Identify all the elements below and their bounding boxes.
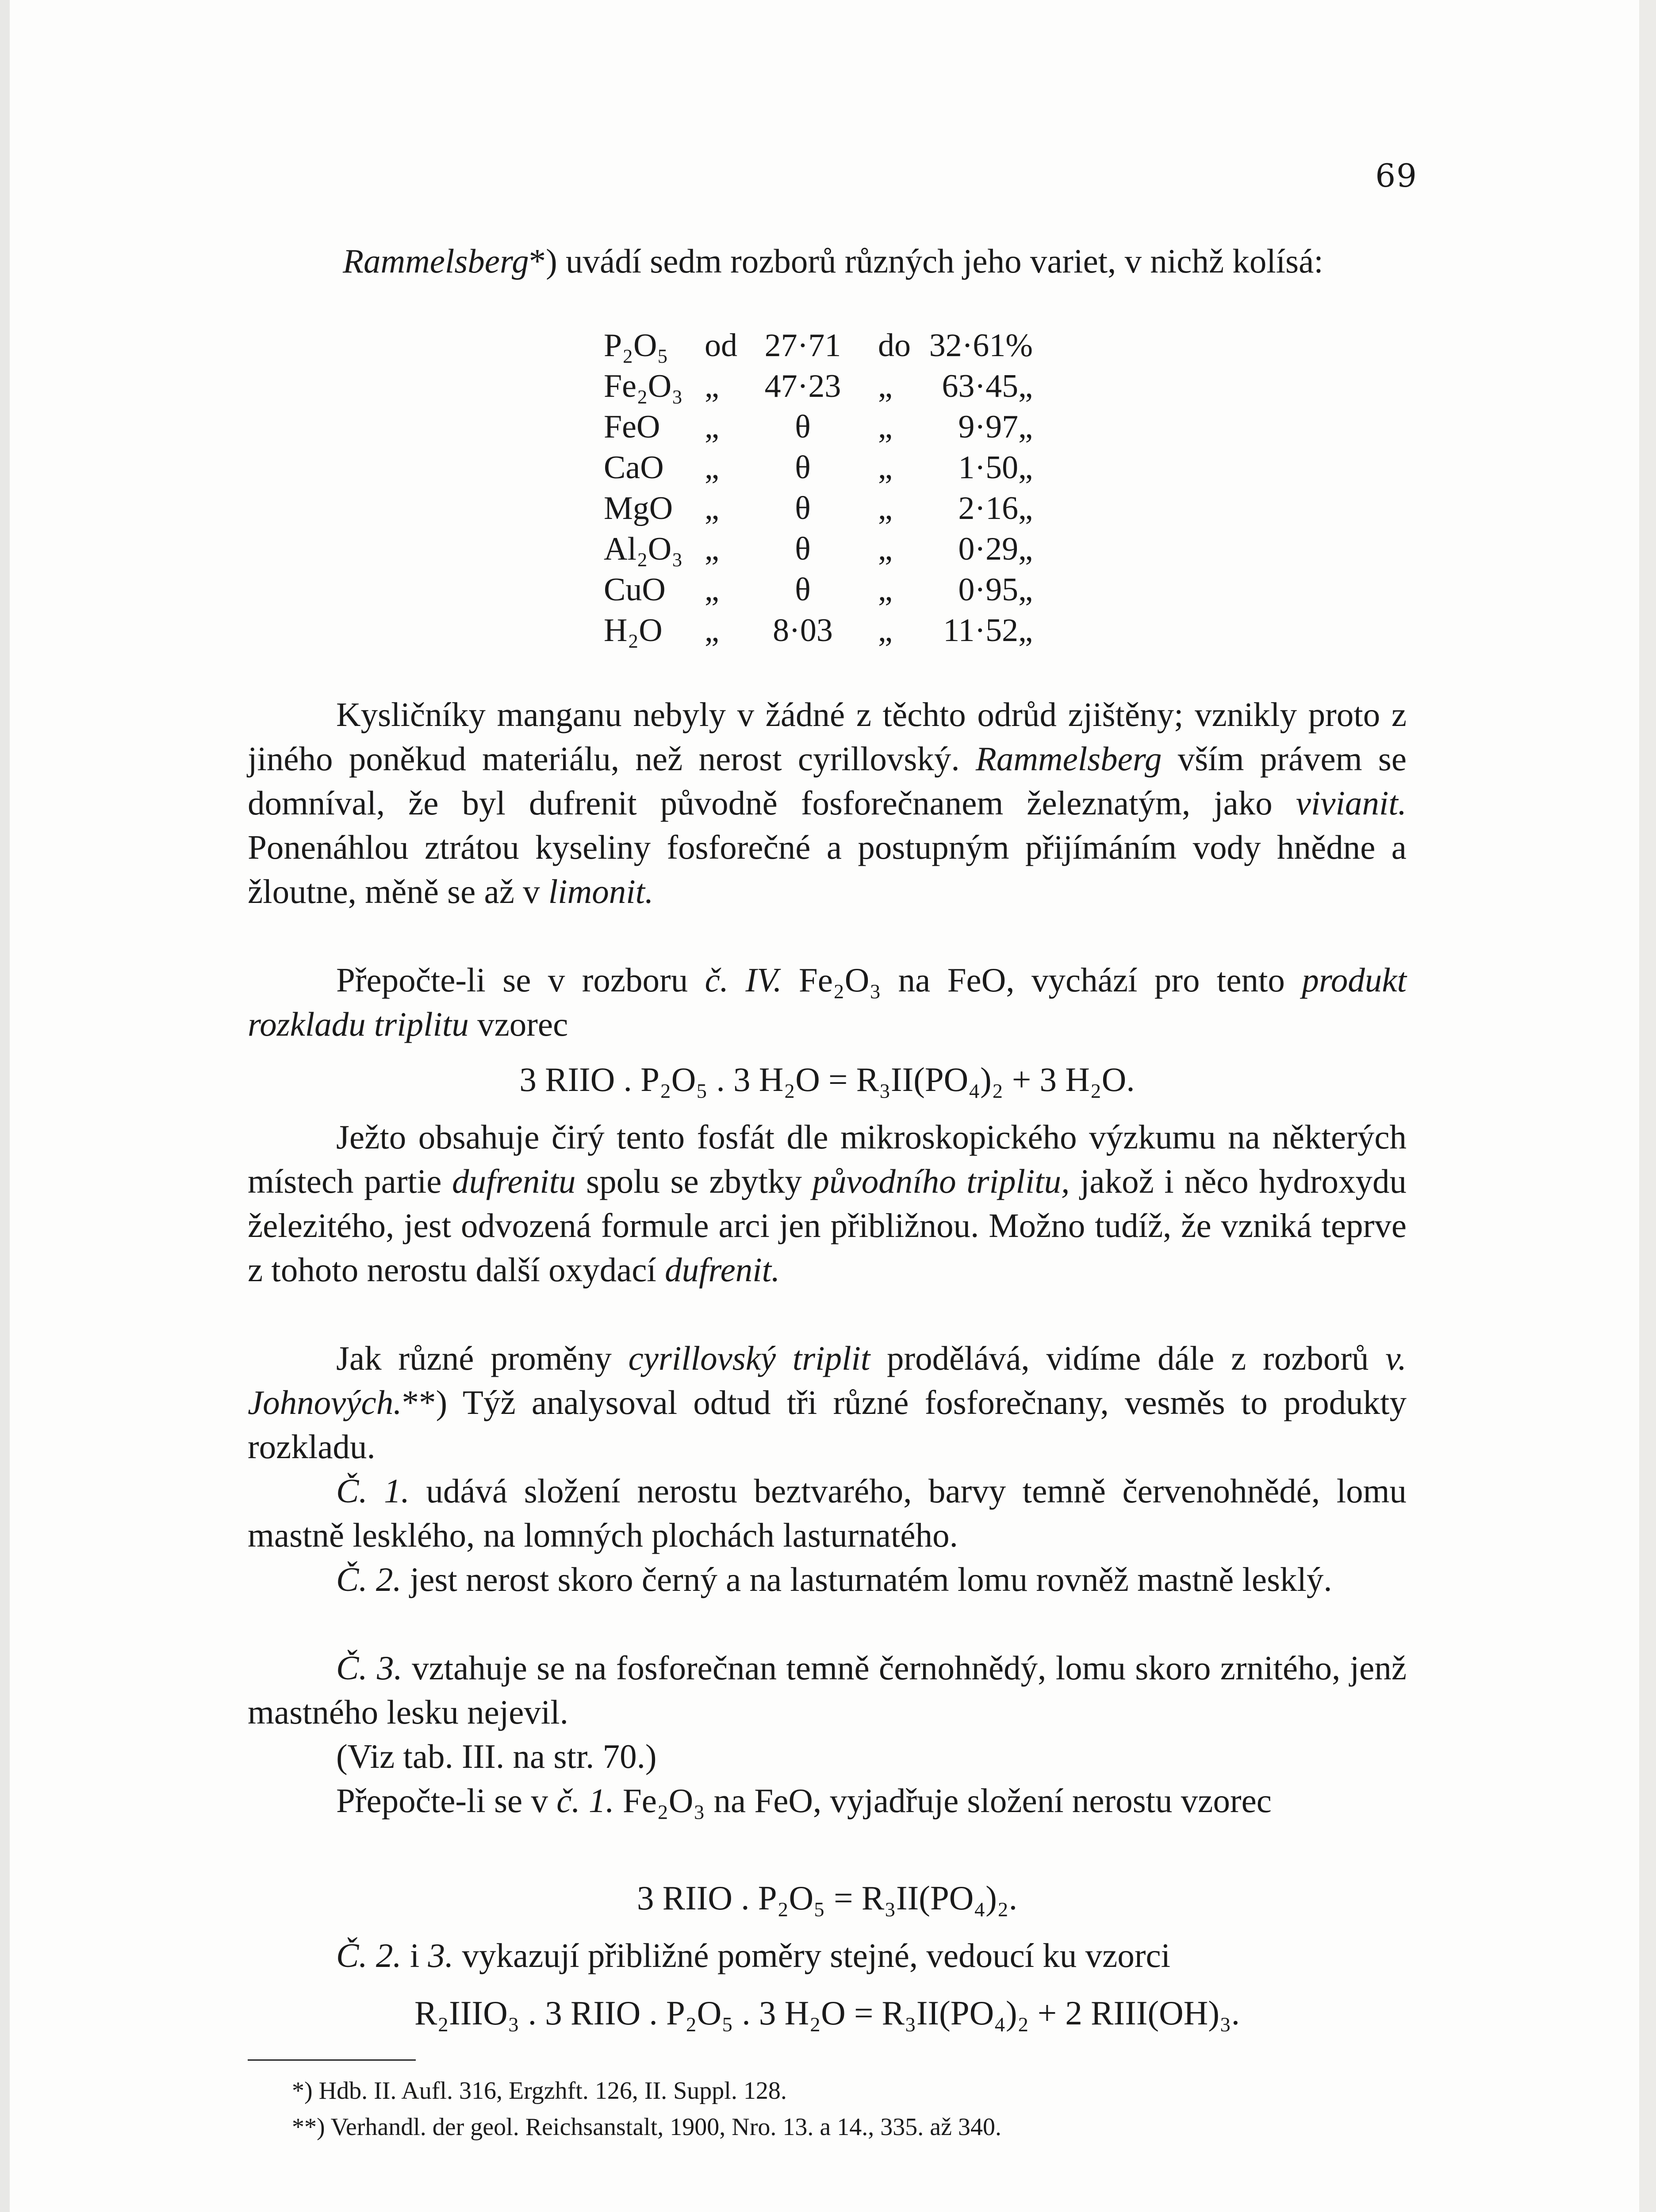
paragraph-manganese <box>248 692 1407 914</box>
paragraph-text: Ježto obsahuje čirý tento fosfát dle mikroskopického výzkumu na některých místech partie <box>248 1118 1407 1200</box>
paragraph-text: vším právem se domníval, že byl dufrenit původně fosforečnanem železnatým, jako <box>248 740 1407 822</box>
author-name: Rammelsberg <box>343 242 529 280</box>
paragraph-john <box>248 1336 1407 1469</box>
footnotes <box>292 2073 1398 2145</box>
analysis-ref: č. 1. <box>556 1782 614 1820</box>
footnote-ref: **) <box>402 1383 448 1421</box>
table-row <box>604 488 1090 529</box>
mineral-name: cyrillovský triplit <box>628 1339 870 1377</box>
paragraph-text: Fe₂O₃ na FeO, vychází pro tento <box>782 961 1302 999</box>
max-cell: 63·45„ <box>942 368 1033 404</box>
table-row <box>604 569 1090 610</box>
paragraph-text: Jak různé proměny <box>336 1339 629 1377</box>
analysis-ref: 3. <box>428 1936 454 1974</box>
footnote: *) Hdb. II. Aufl. 316, Ergzhft. 126, II. Suppl. 128. <box>292 2077 787 2104</box>
analysis-ref: Č. 1. <box>336 1472 410 1510</box>
compound-cell: Al₂O₃ <box>604 531 683 567</box>
max-cell: 0·29„ <box>958 531 1033 567</box>
min-cell: 47·23 <box>764 368 841 404</box>
max-cell: 9·97„ <box>958 409 1033 445</box>
analysis-ref: Č. 2. <box>336 1560 402 1598</box>
compound-cell: CuO <box>604 572 666 608</box>
emphasis: produkt rozkladu triplitu <box>248 961 1407 1043</box>
od-cell: od <box>705 327 737 364</box>
min-cell: θ <box>795 490 811 526</box>
table-row <box>604 529 1090 569</box>
formula-2: 3 RIIO . P₂O₅ = R₃II(PO₄)₂. <box>637 1879 1017 1917</box>
paragraph-text: udává složení nerostu beztvarého, barvy temně červenohnědé, lomu mastně lesklého, na lomných plochách lasturnatého. <box>248 1472 1407 1554</box>
do-cell: „ <box>878 409 893 445</box>
do-cell: „ <box>878 490 893 526</box>
compound-cell: H₂O <box>604 612 663 649</box>
table-row <box>604 325 1090 366</box>
min-cell: θ <box>795 531 811 567</box>
do-cell: „ <box>878 368 893 404</box>
formula-1: 3 RIIO . P₂O₅ . 3 H₂O = R₃II(PO₄)₂ + 3 H₂O. <box>519 1060 1135 1098</box>
mineral-name: limonit. <box>548 872 654 910</box>
page-edge-right <box>1639 0 1656 2212</box>
max-cell: 11·52„ <box>943 612 1033 649</box>
od-cell: „ <box>705 409 719 445</box>
mineral-name: dufrenitu <box>452 1162 576 1200</box>
od-cell: „ <box>705 490 719 526</box>
paragraph-text: Kysličníky manganu nebyly v žádné z těchto odrůd zjištěny; vznikly proto z jiného poněkud materiálu, než nerost cyrillovský. <box>248 695 1407 778</box>
paragraph-c2-c3 <box>248 1933 1407 1978</box>
paragraph-recalc-c1 <box>248 1778 1407 1823</box>
max-cell: 32·61% <box>929 327 1033 364</box>
paragraph-recalc-iv <box>248 958 1407 1046</box>
page-number: 69 <box>1375 157 1418 194</box>
mineral-name: dufrenit. <box>665 1251 780 1289</box>
paragraph-text: i <box>401 1936 428 1974</box>
od-cell: „ <box>705 612 719 649</box>
paragraph-text: vykazují přibližné poměry stejné, vedoucí ku vzorci <box>453 1936 1171 1974</box>
paragraph-text: Ponenáhlou ztrátou kyseliny fosforečné a postupným přijímáním vody hnědne a žloutne, měně se až v <box>248 828 1407 910</box>
formula-3: R₂IIIO₃ . 3 RIIO . P₂O₅ . 3 H₂O = R₃II(PO₄)₂ + 2 RIII(OH)₃. <box>414 1994 1240 2032</box>
paragraph-intro <box>248 239 1407 283</box>
analysis-range-table <box>604 325 1090 651</box>
paragraph-text: uvádí sedm rozborů různých jeho variet, v nichž kolísá: <box>557 242 1323 280</box>
paragraph-text: Přepočte-li se v rozboru <box>336 961 705 999</box>
table-row <box>604 447 1090 488</box>
footnote-ref: *) <box>529 242 557 280</box>
paragraph-text: Fe₂O₃ na FeO, vyjadřuje složení nerostu vzorec <box>614 1782 1272 1820</box>
mineral-name: původního triplitu, <box>812 1162 1070 1200</box>
compound-cell: FeO <box>604 409 660 445</box>
max-cell: 2·16„ <box>958 490 1033 526</box>
analysis-ref: č. IV. <box>705 961 782 999</box>
paragraph-text: Přepočte-li se v <box>336 1782 557 1820</box>
paragraph-c2 <box>248 1557 1407 1601</box>
paragraph-text: spolu se zbytky <box>575 1162 813 1200</box>
paragraph-text: jest nerost skoro černý a na lasturnatém lomu rovněž mastně lesklý. <box>401 1560 1332 1598</box>
compound-cell: P₂O₅ <box>604 327 669 364</box>
paragraph-c3 <box>248 1646 1407 1734</box>
min-cell: θ <box>795 409 811 445</box>
table-row <box>604 610 1090 651</box>
min-cell: 8·03 <box>773 612 833 649</box>
page-edge-left <box>0 0 10 2212</box>
min-cell: 27·71 <box>764 327 841 364</box>
author-name: Rammelsberg <box>975 740 1162 778</box>
compound-cell: MgO <box>604 490 673 526</box>
paragraph-text: Týž analysoval odtud tři různé fosforečnany, vesměs to produkty rozkladu. <box>248 1383 1407 1466</box>
table-row <box>604 366 1090 407</box>
od-cell: „ <box>705 572 719 608</box>
od-cell: „ <box>705 531 719 567</box>
paragraph-text: prodělává, vidíme dále z rozborů <box>870 1339 1386 1377</box>
od-cell: „ <box>705 449 719 486</box>
do-cell: „ <box>878 572 893 608</box>
analysis-ref: Č. 2. <box>336 1936 402 1974</box>
mineral-name: vivianit. <box>1296 784 1407 822</box>
paragraph-text: jakož i něco hydroxydu železitého, jest odvozená formule arci jen přibližnou. Možno tudíž, že vzniká teprve z tohoto nerostu další oxydací <box>248 1162 1407 1289</box>
do-cell: „ <box>878 449 893 486</box>
paragraph-text: vztahuje se na fosforečnan temně černohnědý, lomu skoro zrnitého, jenž mastného lesku nejevil. <box>248 1649 1407 1731</box>
min-cell: θ <box>795 572 811 608</box>
do-cell: „ <box>878 531 893 567</box>
compound-cell: CaO <box>604 449 664 486</box>
od-cell: „ <box>705 368 719 404</box>
do-cell: do <box>878 327 911 364</box>
paragraph-c1 <box>248 1469 1407 1557</box>
compound-cell: Fe₂O₃ <box>604 368 683 404</box>
do-cell: „ <box>878 612 893 649</box>
paragraph-fosfat <box>248 1115 1407 1292</box>
author-name: v. Johnových. <box>248 1339 1407 1421</box>
table-row <box>604 407 1090 447</box>
paragraph-text: vzorec <box>468 1005 568 1043</box>
footnote-divider <box>248 2059 416 2061</box>
paragraph-table-ref: (Viz tab. III. na str. 70.) <box>336 1737 657 1775</box>
max-cell: 1·50„ <box>958 449 1033 486</box>
min-cell: θ <box>795 449 811 486</box>
footnote: **) Verhandl. der geol. Reichsanstalt, 1900, Nro. 13. a 14., 335. až 340. <box>292 2113 1001 2141</box>
max-cell: 0·95„ <box>958 572 1033 608</box>
analysis-ref: Č. 3. <box>336 1649 402 1687</box>
